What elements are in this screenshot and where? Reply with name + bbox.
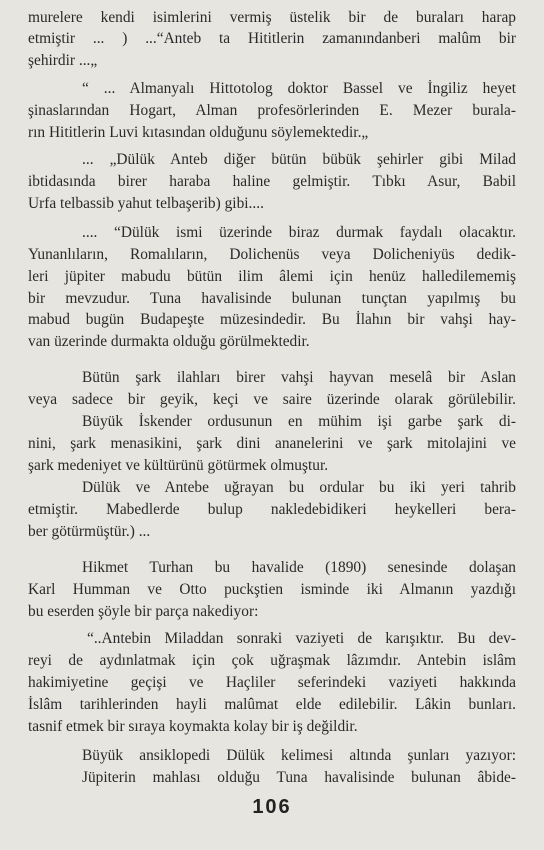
text-line: tasnif etmek bir sıraya koymakta kolay bir iş değildir. (28, 718, 358, 735)
text-line: leri jüpiter mabudu bütün ilim âlemi için henüz halledilememiş (28, 268, 516, 285)
text-line: Jüpiterin mahlası olduğu Tuna havalisinde bulunan âbide- (82, 769, 516, 786)
text-line: ibtidasında birer haraba haline gelmiştir. Tıbkı Asur, Babil (28, 173, 516, 190)
text-line: bu eserden şöyle bir parça nakediyor: (28, 603, 259, 620)
text-line: .... “Dülük ismi üzerinde biraz durmak faydalı olacaktır. (82, 224, 516, 241)
text-line: şark medeniyet ve kültürünü götürmek olmuştur. (28, 457, 329, 474)
text-line: murelere kendi isimlerini vermiş üstelik bir de buraları harap (28, 9, 516, 26)
text-line: ... „Dülük Anteb diğer bütün bübük şehirler gibi Milad (82, 151, 516, 168)
text-line: şehirdir ...„ (28, 52, 98, 69)
text-line: etmiştir. Mabedlerde bulup nakledebidikeri heykelleri bera- (28, 501, 516, 518)
text-line: “..Antebin Miladdan sonraki vaziyeti de karışıktır. Bu dev- (87, 630, 516, 647)
text-line: Karl Humman ve Otto puckştien isminde iki Almanın yazdığı (28, 581, 516, 598)
text-line: veya sadece bir geyik, keçi ve saire üzerinde olarak görülebilir. (28, 391, 516, 408)
text-line: ber götürmüştür.) ... (28, 523, 151, 540)
text-line: hakimiyetine geçişi ve Haçliler seferindeki vaziyeti hakkında (28, 674, 516, 691)
text-line: mabud bugün Budapeşte müzesindedir. Bu İlahın bir vahşi hay- (28, 311, 516, 328)
text-line: etmiştir ... ) ...“Anteb ta Hititlerin zamanındanberi malûm bir (28, 30, 516, 47)
text-line: Dülük ve Antebe uğrayan bu ordular bu iki yeri tahrib (82, 479, 516, 496)
text-line: van üzerinde durmakta olduğu görülmektedir. (28, 333, 310, 350)
text-line: nini, şark menasikini, şark dini ananelerini ve şark mitolajini ve (28, 435, 516, 452)
text-line: şinaslarından Hogart, Alman profesörlerinden E. Mezer burala- (28, 102, 516, 119)
page-number: 106 (252, 796, 292, 818)
text-line: Yunanlıların, Romalıların, Dolichenüs veya Dolicheniyüs dedik- (28, 246, 516, 263)
text-line: bir mevzudur. Tuna havalisinde bulunan tunçtan yapılmış bu (28, 290, 516, 307)
text-line: Büyük İskender ordusunun en mühim işi garbe şark di- (82, 413, 516, 430)
text-line: rın Hititlerin Luvi kıtasından olduğunu söylemektedir.„ (28, 124, 369, 141)
text-line: Urfa telbassib yahut telbaşerib) gibi.... (28, 195, 264, 212)
text-line: Bütün şark ilahları birer vahşi hayvan meselâ bir Aslan (82, 369, 516, 386)
text-line: Hikmet Turhan bu havalide (1890) senesinde dolaşan (82, 559, 516, 576)
text-line: reyi de aydınlatmak için çok uğraşmak lâzımdır. Antebin islâm (28, 652, 516, 669)
text-line: “ ... Almanyalı Hittotolog doktor Bassel ve İngiliz heyet (82, 80, 516, 97)
text-line: Büyük ansiklopedi Dülük kelimesi altında şunları yazıyor: (82, 747, 516, 764)
text-line: İslâm tarihlerinden hayli malûmat elde edilebilir. Lâkin bunları. (28, 696, 516, 713)
